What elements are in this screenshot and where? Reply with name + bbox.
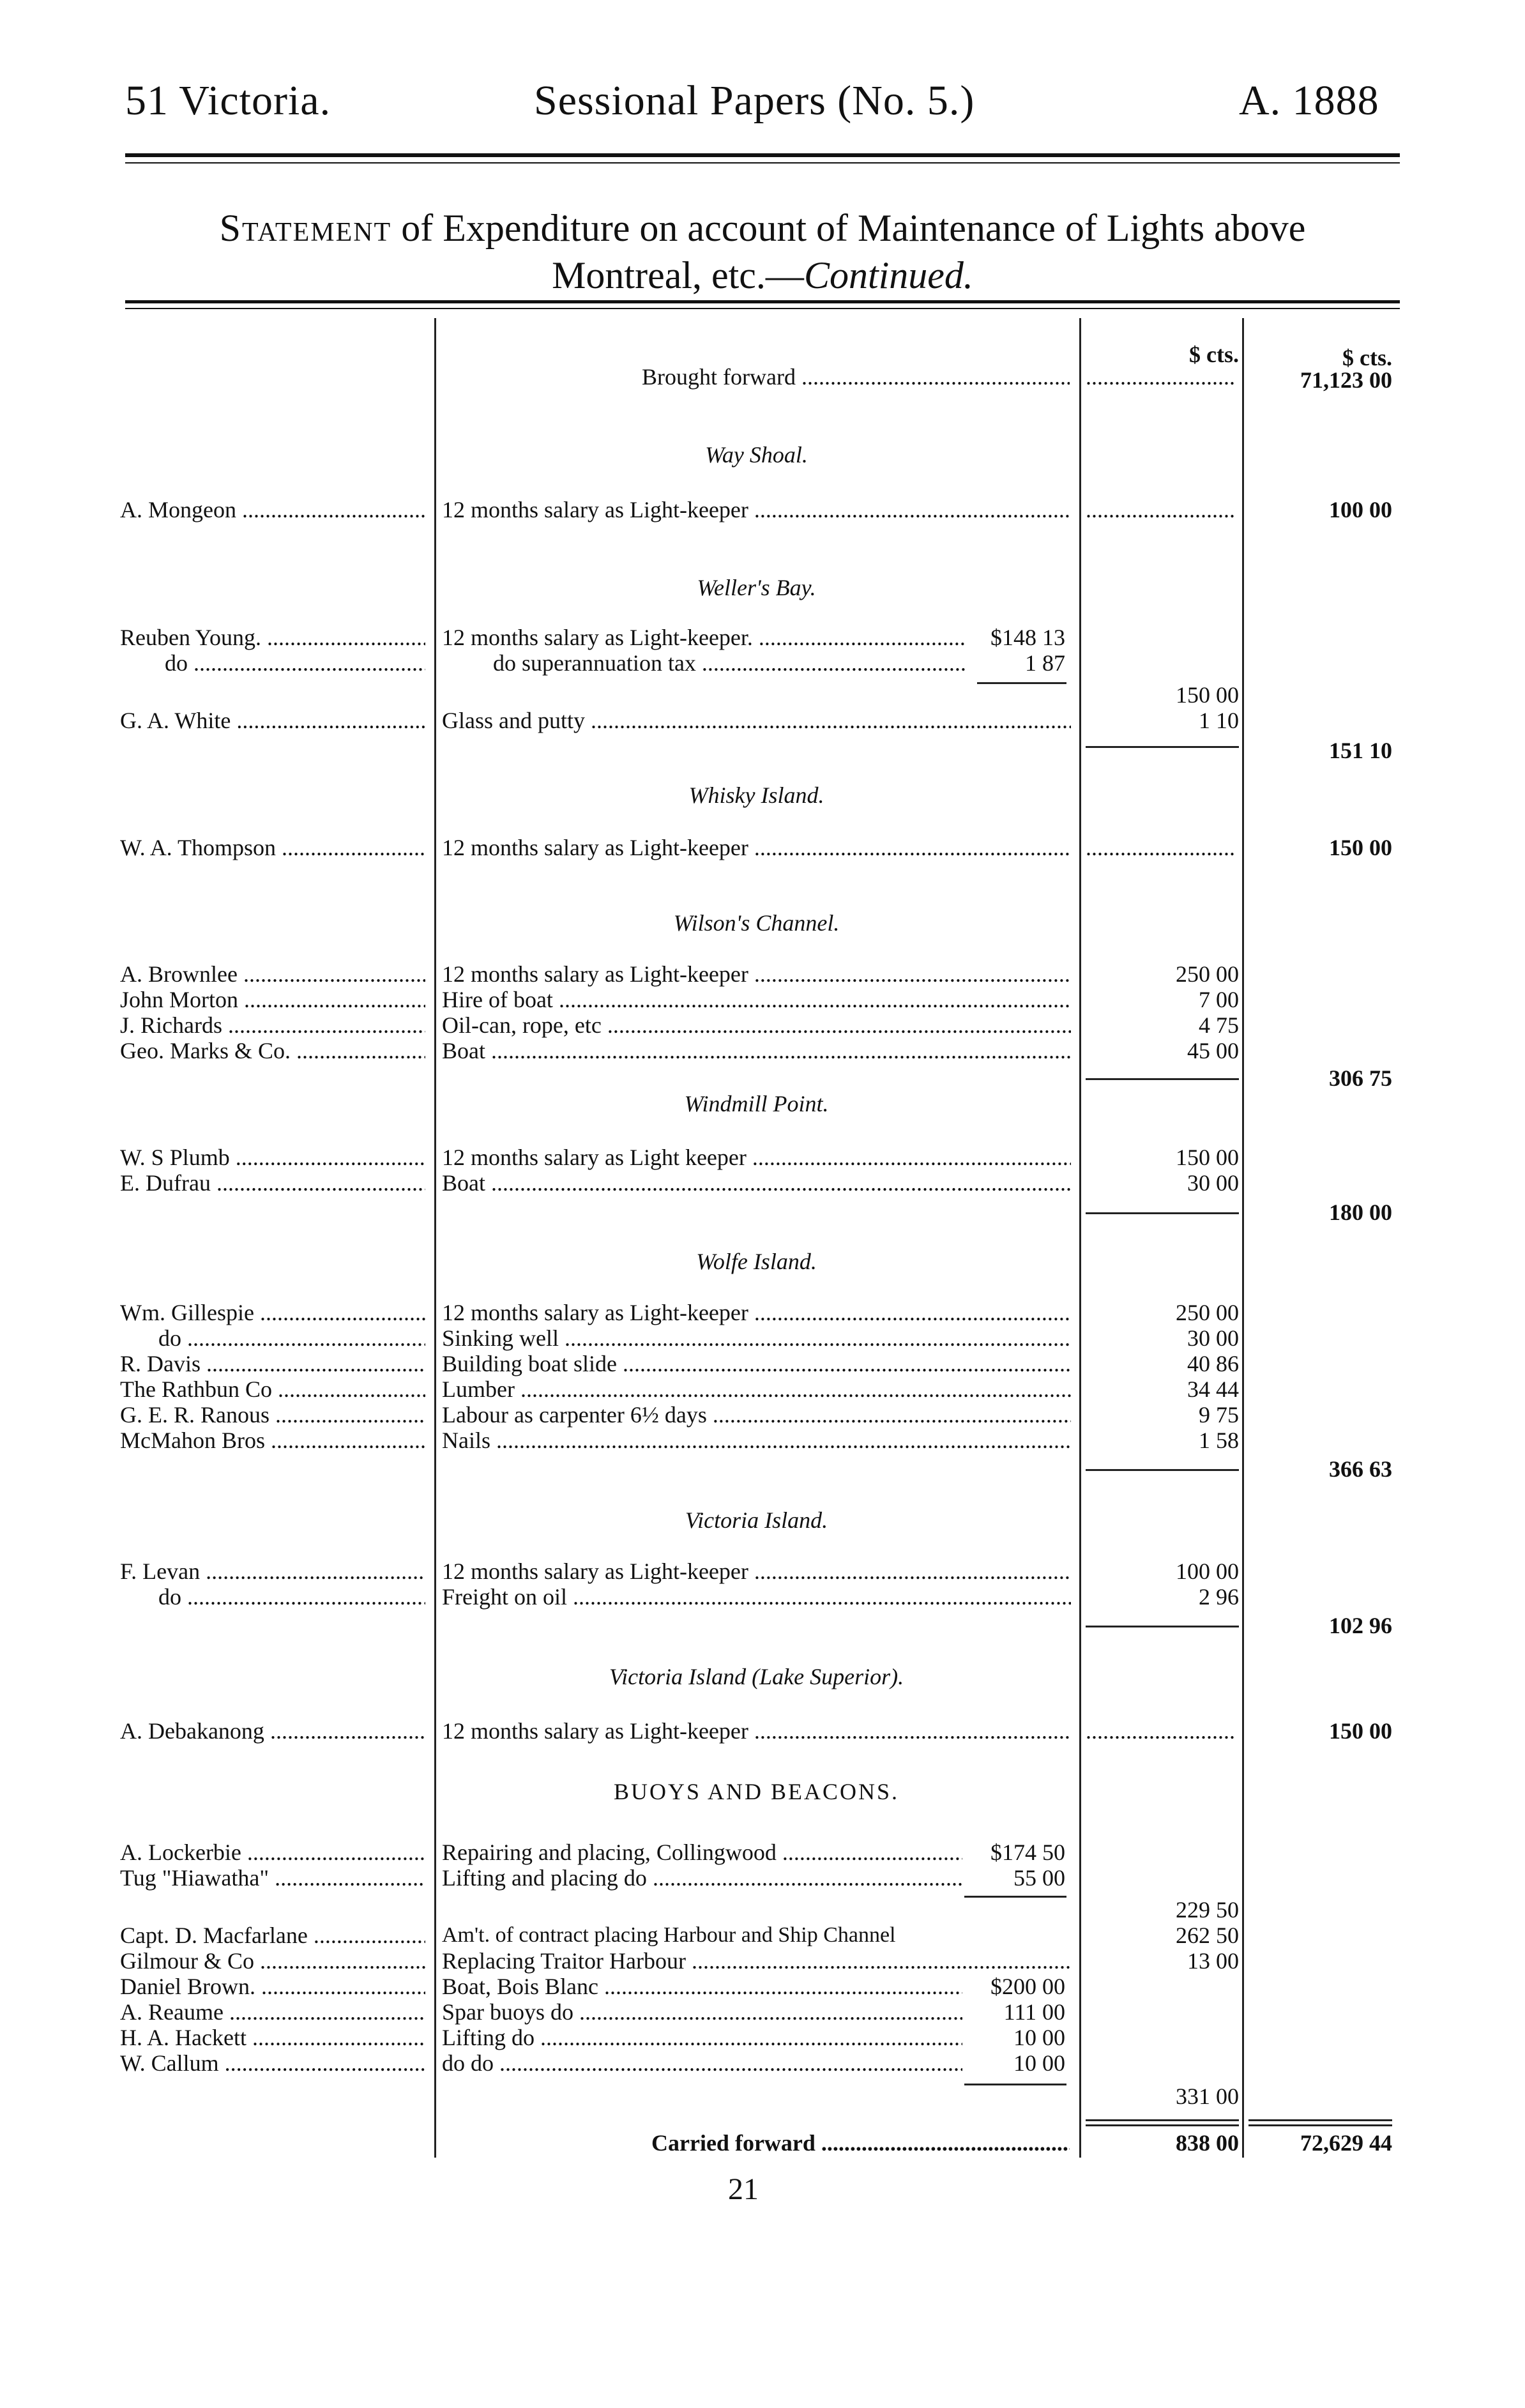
expense-description: Nails .....: [442, 1428, 1071, 1453]
payee-name: Capt. D. Macfarlane .....: [120, 1923, 425, 1948]
section-rule: [1086, 1212, 1239, 1214]
expense-description: Boat .....: [442, 1038, 1071, 1063]
carried-forward-col2: 838 00: [1176, 2130, 1239, 2156]
payee-name: do .....: [120, 1325, 425, 1351]
expense-description: 12 months salary as Light-keeper .....: [442, 961, 1071, 987]
brought-forward-label: Brought forward .....: [642, 364, 1070, 390]
item-amount: 7 00: [1199, 987, 1239, 1012]
expense-description: Boat, Bois Blanc .....: [442, 1974, 962, 1999]
item-amount: 1 10: [1199, 708, 1239, 733]
payee-name: A. Debakanong .....: [120, 1718, 425, 1744]
payee-name: A. Brownlee .....: [120, 961, 425, 987]
subtotal-rule: [964, 1896, 1066, 1898]
payee-name: R. Davis .....: [120, 1351, 425, 1376]
expense-description: Repairing and placing, Collingwood .....: [442, 1840, 962, 1865]
expense-description: Glass and putty .....: [442, 708, 1071, 733]
payee-name: H. A. Hackett .....: [120, 2025, 425, 2050]
section-total: 100 00: [1329, 497, 1392, 522]
expense-description: Lifting and placing do .....: [442, 1865, 962, 1891]
item-amount: 331 00: [1176, 2084, 1239, 2109]
item-amount: 100 00: [1176, 1558, 1239, 1584]
section-rule: [1086, 1078, 1239, 1080]
table-divider-1: [434, 318, 436, 2158]
table-divider-2: [1079, 318, 1081, 2158]
section-title-wilsons-channel: Wilson's Channel.: [673, 910, 840, 936]
section-title-way-shoal: Way Shoal.: [705, 442, 808, 468]
title-line2: Montreal, etc.—: [552, 254, 804, 296]
section-title-wellers-bay: Weller's Bay.: [697, 575, 816, 600]
payee-name: A. Lockerbie .....: [120, 1840, 425, 1865]
payee-name: do .....: [120, 1584, 425, 1610]
expense-description: 12 months salary as Light-keeper .....: [442, 497, 1071, 522]
item-amount: 229 50: [1176, 1897, 1239, 1923]
expense-description: Lumber .....: [442, 1376, 1071, 1402]
payee-name: Reuben Young. .....: [120, 625, 425, 650]
header-rule-thin: [125, 162, 1400, 164]
payee-name: G. E. R. Ranous .....: [120, 1402, 425, 1428]
expense-description: Boat .....: [442, 1170, 1071, 1196]
expense-description: Oil-can, rope, etc .....: [442, 1012, 1071, 1038]
expense-description: Hire of boat .....: [442, 987, 1071, 1012]
item-amount: 45 00: [1187, 1038, 1239, 1063]
payee-name: Gilmour & Co .....: [120, 1948, 425, 1974]
expense-description: do superannuation tax .....: [442, 650, 966, 676]
subtotal-rule: [964, 2084, 1066, 2085]
carried-forward-rule-col3-b: [1248, 2124, 1392, 2126]
table-divider-3: [1242, 318, 1244, 2158]
title-rule-thin: [125, 308, 1400, 309]
payee-name: J. Richards .....: [120, 1012, 425, 1038]
inner-amount: 111 00: [1003, 1999, 1065, 2025]
payee-name: Daniel Brown. .....: [120, 1974, 425, 1999]
col2-filler: [1086, 1718, 1236, 1744]
col2-filler: [1086, 497, 1236, 522]
section-title-buoys-and-beacons: BUOYS AND BEACONS.: [613, 1779, 900, 1804]
title-line2-italic: Continued.: [803, 254, 973, 296]
payee-name: W. S Plumb .....: [120, 1145, 425, 1170]
payee-name: Wm. Gillespie .....: [120, 1300, 425, 1325]
payee-name: F. Levan .....: [120, 1558, 425, 1584]
title-lead: Statement: [219, 207, 392, 249]
header-left: 51 Victoria.: [125, 77, 331, 124]
expense-description: do do .....: [442, 2050, 962, 2076]
carried-forward-rule-col3: [1248, 2119, 1392, 2121]
section-title-wolfe-island: Wolfe Island.: [696, 1249, 817, 1274]
expense-description: 12 months salary as Light-keeper .....: [442, 1718, 1071, 1744]
section-title-whisky-island: Whisky Island.: [688, 782, 824, 808]
expense-description: Replacing Traitor Harbour .....: [442, 1948, 1071, 1974]
item-amount: 150 00: [1176, 1145, 1239, 1170]
col2-filler: [1086, 835, 1236, 860]
expense-description: 12 months salary as Light-keeper .....: [442, 1558, 1071, 1584]
item-amount: 1 58: [1199, 1428, 1239, 1453]
carried-forward-total: 72,629 44: [1300, 2130, 1392, 2156]
col3-header: $ cts.: [1342, 345, 1392, 370]
header-rule: [125, 153, 1400, 157]
section-title-windmill-point: Windmill Point.: [684, 1091, 829, 1116]
section-title-victoria-island-lake-superior: Victoria Island (Lake Superior).: [609, 1664, 904, 1689]
expense-description: 12 months salary as Light keeper .....: [442, 1145, 1071, 1170]
payee-name: do .....: [120, 650, 425, 676]
title-line1: of Expenditure on account of Maintenance of Lights above: [391, 207, 1306, 249]
section-total: 151 10: [1329, 738, 1392, 763]
carried-forward-rule-col2-b: [1086, 2124, 1239, 2126]
payee-name: W. Callum .....: [120, 2050, 425, 2076]
inner-amount: 55 00: [1013, 1865, 1065, 1891]
expense-description: Building boat slide .....: [442, 1351, 1071, 1376]
payee-name: A. Mongeon .....: [120, 497, 425, 522]
section-total: 150 00: [1329, 835, 1392, 860]
header-center: Sessional Papers (No. 5.): [534, 77, 975, 124]
section-total: 180 00: [1329, 1200, 1392, 1225]
page-title: [125, 204, 1400, 299]
payee-name: W. A. Thompson .....: [120, 835, 425, 860]
carried-forward-label: Carried forward .....: [651, 2130, 1070, 2156]
payee-name: A. Reaume .....: [120, 1999, 425, 2025]
expense-description: 12 months salary as Light-keeper .....: [442, 1300, 1071, 1325]
item-amount: 13 00: [1187, 1948, 1239, 1974]
section-rule: [1086, 1626, 1239, 1627]
payee-name: G. A. White .....: [120, 708, 425, 733]
item-amount: 34 44: [1187, 1376, 1239, 1402]
expense-description: Freight on oil .....: [442, 1584, 1071, 1610]
item-amount: 262 50: [1176, 1923, 1239, 1948]
payee-name: McMahon Bros .....: [120, 1428, 425, 1453]
inner-amount: $174 50: [990, 1840, 1065, 1865]
item-amount: 150 00: [1176, 682, 1239, 708]
payee-name: Geo. Marks & Co. .....: [120, 1038, 425, 1063]
item-amount: 30 00: [1187, 1170, 1239, 1196]
expense-description: Am't. of contract placing Harbour and Ship Channel: [442, 1923, 896, 1947]
inner-amount: 10 00: [1013, 2050, 1065, 2076]
item-amount: 4 75: [1199, 1012, 1239, 1038]
expense-description: 12 months salary as Light-keeper. .....: [442, 625, 966, 650]
col2-filler: [1086, 364, 1236, 390]
item-amount: 250 00: [1176, 961, 1239, 987]
payee-name: John Morton .....: [120, 987, 425, 1012]
inner-amount: $148 13: [990, 625, 1065, 650]
expense-description: Sinking well .....: [442, 1325, 1071, 1351]
section-rule: [1086, 746, 1239, 748]
item-amount: 30 00: [1187, 1325, 1239, 1351]
page-number: 21: [728, 2172, 759, 2206]
payee-name: E. Dufrau .....: [120, 1170, 425, 1196]
payee-name: Tug "Hiawatha" .....: [120, 1865, 425, 1891]
expense-description: 12 months salary as Light-keeper .....: [442, 835, 1071, 860]
subtotal-rule: [977, 682, 1066, 684]
section-total: 150 00: [1329, 1718, 1392, 1744]
section-total: 102 96: [1329, 1613, 1392, 1638]
section-total: 366 63: [1329, 1456, 1392, 1482]
item-amount: 2 96: [1199, 1584, 1239, 1610]
item-amount: 9 75: [1199, 1402, 1239, 1428]
carried-forward-rule-col2: [1086, 2119, 1239, 2121]
brought-forward-total: 71,123 00: [1300, 367, 1392, 393]
title-rule: [125, 300, 1400, 303]
expense-description: Labour as carpenter 6½ days .....: [442, 1402, 1071, 1428]
col2-header: $ cts.: [1189, 342, 1239, 367]
item-amount: 250 00: [1176, 1300, 1239, 1325]
header-right: A. 1888: [1239, 77, 1379, 124]
inner-amount: $200 00: [990, 1974, 1065, 1999]
section-title-victoria-island: Victoria Island.: [685, 1507, 828, 1533]
section-rule: [1086, 1469, 1239, 1471]
payee-name: The Rathbun Co .....: [120, 1376, 425, 1402]
item-amount: 40 86: [1187, 1351, 1239, 1376]
section-total: 306 75: [1329, 1065, 1392, 1091]
expense-description: Spar buoys do .....: [442, 1999, 962, 2025]
inner-amount: 1 87: [1025, 650, 1065, 676]
inner-amount: 10 00: [1013, 2025, 1065, 2050]
expense-description: Lifting do .....: [442, 2025, 962, 2050]
